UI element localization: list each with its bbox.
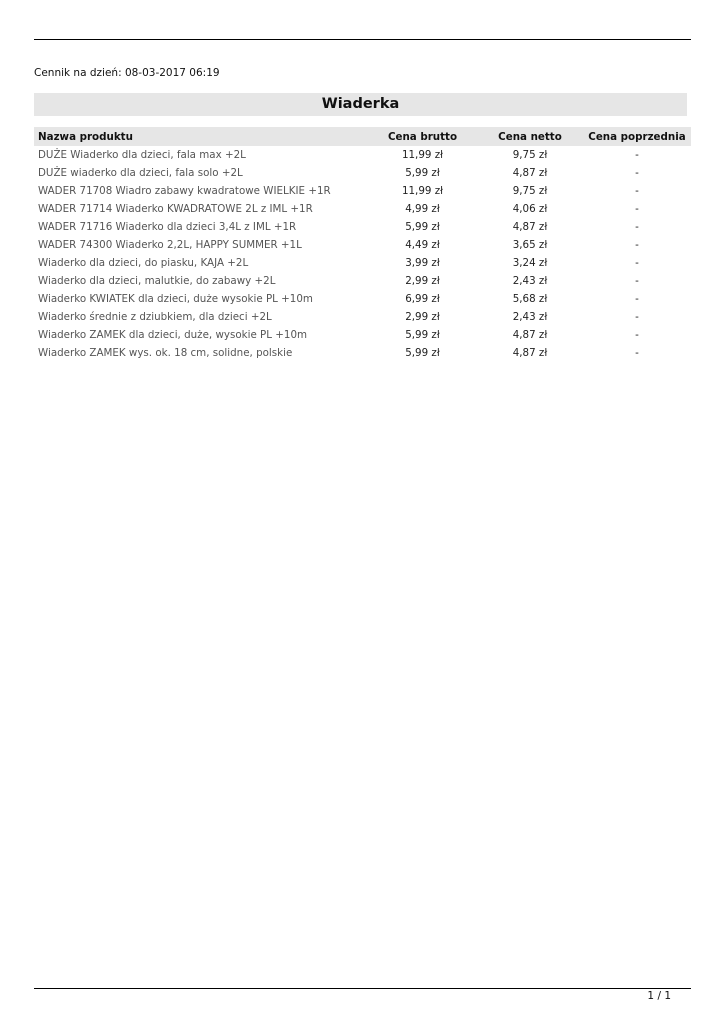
previous-price-cell: - bbox=[635, 293, 639, 305]
column-header-product-name: Nazwa produktu bbox=[34, 127, 368, 146]
top-divider bbox=[34, 39, 691, 40]
previous-price-cell: - bbox=[635, 185, 639, 197]
table-row bbox=[34, 326, 691, 344]
net-price-cell: 4,87 zł bbox=[512, 167, 548, 179]
previous-price-cell: - bbox=[635, 149, 639, 161]
column-header-gross-price: Cena brutto bbox=[368, 127, 477, 146]
gross-price-cell: 5,99 zł bbox=[405, 167, 440, 179]
gross-price-cell: 5,99 zł bbox=[405, 221, 440, 233]
net-price-cell: 9,75 zł bbox=[512, 149, 548, 161]
previous-price-cell: - bbox=[635, 275, 639, 287]
price-table-body bbox=[34, 146, 691, 362]
table-row bbox=[34, 236, 691, 254]
net-price-cell: 3,65 zł bbox=[512, 239, 548, 251]
category-title: Wiaderka bbox=[321, 96, 400, 112]
product-name-cell: WADER 74300 Wiaderko 2,2L, HAPPY SUMMER +1L bbox=[38, 239, 302, 251]
gross-price-cell: 11,99 zł bbox=[401, 149, 444, 161]
product-name-cell: Wiaderko dla dzieci, do piasku, KAJA +2L bbox=[38, 257, 249, 269]
gross-price-cell: 5,99 zł bbox=[405, 329, 440, 341]
gross-price-cell: 5,99 zł bbox=[405, 347, 440, 359]
product-name-cell: Wiaderko średnie z dziubkiem, dla dzieci +2L bbox=[38, 311, 272, 323]
product-name-cell: DUŻE Wiaderko dla dzieci, fala max +2L bbox=[38, 149, 246, 161]
table-row bbox=[34, 290, 691, 308]
gross-price-cell: 6,99 zł bbox=[405, 293, 440, 305]
table-row bbox=[34, 254, 691, 272]
column-header-previous-price: Cena poprzednia bbox=[583, 127, 691, 146]
product-name-cell: Wiaderko KWIATEK dla dzieci, duże wysokie PL +10m bbox=[38, 293, 313, 305]
table-row bbox=[34, 164, 691, 182]
previous-price-cell: - bbox=[635, 203, 639, 215]
table-row bbox=[34, 344, 691, 362]
price-list-date: Cennik na dzień: 08-03-2017 06:19 bbox=[34, 67, 220, 79]
product-name-cell: Wiaderko dla dzieci, malutkie, do zabawy +2L bbox=[38, 275, 276, 287]
gross-price-cell: 2,99 zł bbox=[405, 311, 440, 323]
table-row bbox=[34, 182, 691, 200]
product-name-cell: WADER 71708 Wiadro zabawy kwadratowe WIELKIE +1R bbox=[38, 185, 331, 197]
product-name-cell: WADER 71716 Wiaderko dla dzieci 3,4L z IML +1R bbox=[38, 221, 297, 233]
table-row bbox=[34, 200, 691, 218]
previous-price-cell: - bbox=[635, 347, 639, 359]
product-name-cell: DUŻE wiaderko dla dzieci, fala solo +2L bbox=[38, 167, 243, 179]
net-price-cell: 4,87 zł bbox=[512, 347, 548, 359]
table-row bbox=[34, 272, 691, 290]
table-row bbox=[34, 146, 691, 164]
product-name-cell: Wiaderko ZAMEK dla dzieci, duże, wysokie PL +10m bbox=[38, 329, 308, 341]
previous-price-cell: - bbox=[635, 221, 639, 233]
column-header-net-price: Cena netto bbox=[477, 127, 583, 146]
gross-price-cell: 4,49 zł bbox=[405, 239, 440, 251]
net-price-cell: 4,87 zł bbox=[512, 221, 548, 233]
page-number: 1 / 1 bbox=[647, 990, 671, 1002]
gross-price-cell: 11,99 zł bbox=[401, 185, 444, 197]
table-header-row bbox=[34, 127, 691, 146]
category-header bbox=[34, 93, 687, 116]
previous-price-cell: - bbox=[635, 311, 639, 323]
gross-price-cell: 3,99 zł bbox=[405, 257, 440, 269]
product-name-cell: Wiaderko ZAMEK wys. ok. 18 cm, solidne, polskie bbox=[38, 347, 293, 359]
product-name-cell: WADER 71714 Wiaderko KWADRATOWE 2L z IML +1R bbox=[38, 203, 313, 215]
table-row bbox=[34, 218, 691, 236]
bottom-divider bbox=[34, 988, 691, 989]
net-price-cell: 2,43 zł bbox=[512, 311, 548, 323]
net-price-cell: 3,24 zł bbox=[512, 257, 548, 269]
previous-price-cell: - bbox=[635, 329, 639, 341]
net-price-cell: 4,06 zł bbox=[512, 203, 548, 215]
table-row bbox=[34, 308, 691, 326]
previous-price-cell: - bbox=[635, 257, 639, 269]
price-table bbox=[34, 127, 691, 362]
gross-price-cell: 4,99 zł bbox=[405, 203, 440, 215]
net-price-cell: 9,75 zł bbox=[512, 185, 548, 197]
gross-price-cell: 2,99 zł bbox=[405, 275, 440, 287]
net-price-cell: 2,43 zł bbox=[512, 275, 548, 287]
net-price-cell: 5,68 zł bbox=[512, 293, 548, 305]
net-price-cell: 4,87 zł bbox=[512, 329, 548, 341]
previous-price-cell: - bbox=[635, 239, 639, 251]
previous-price-cell: - bbox=[635, 167, 639, 179]
